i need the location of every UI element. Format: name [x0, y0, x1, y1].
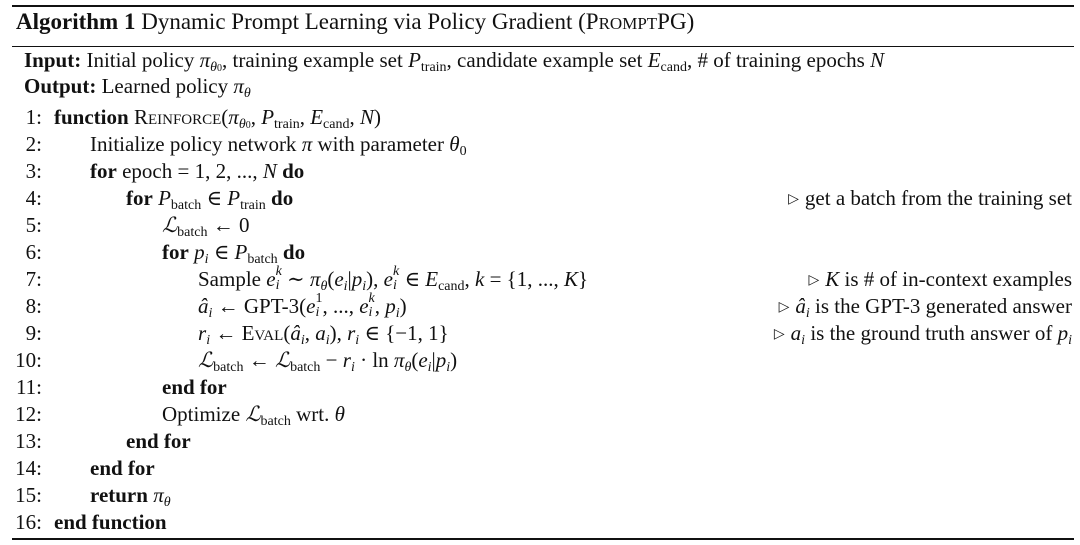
line-content: end for — [90, 456, 155, 480]
output-text: Learned policy — [101, 74, 229, 98]
line-comment: ▷ $a_i$ is the ground truth answer of $p_i$ — [773, 321, 1072, 348]
output-label: Output: — [24, 74, 97, 98]
line-number: 16: — [15, 510, 42, 534]
input-epochs: # of training epochs — [697, 48, 865, 72]
line-content: end for — [162, 375, 227, 399]
line-number: 11: — [15, 375, 42, 399]
input-candidate-set: candidate example set — [457, 48, 643, 72]
algo-line-7 — [0, 264, 1080, 294]
line-number: 5: — [25, 213, 42, 237]
line-content: for $p_i$ ∈ $P_{batch}$ do — [162, 240, 306, 267]
line-comment: ▷ $â_i$ is the GPT-3 generated answer — [778, 294, 1072, 321]
line-number: 8: — [25, 294, 42, 318]
algo-line-8 — [0, 291, 1080, 321]
line-content: $â_i$ ← GPT-3(e 1 i , ..., e k i , $p_i$) — [198, 291, 407, 321]
line-content: return $\pi_\theta$ — [90, 483, 171, 510]
method-name: PROMPTPG — [585, 9, 687, 34]
algo-line-1 — [0, 105, 1080, 131]
algorithm-label: Algorithm 1 — [16, 9, 136, 34]
line-content: end for — [126, 429, 191, 453]
input-initial-policy: Initial policy — [86, 48, 195, 72]
input-training-set: training example set — [232, 48, 403, 72]
algo-line-15 — [0, 483, 1080, 509]
line-content: Sample e k i ∼ $\pi_\theta(e_i|p_i)$, e k i ∈ $E_{cand}$, k = {1, ..., K} — [198, 264, 589, 294]
top-rule — [12, 5, 1074, 7]
algo-line-9 — [0, 321, 1080, 347]
bottom-rule — [12, 538, 1074, 540]
line-number: 13: — [15, 429, 42, 453]
line-number: 9: — [25, 321, 42, 345]
line-content: for $P_{batch}$ ∈ $P_{train}$ do — [126, 186, 294, 213]
line-content: Optimize ℒ$_{batch}$ wrt. θ — [162, 402, 345, 429]
algo-line-2 — [0, 132, 1080, 158]
line-comment: ▷ K is # of in-context examples — [808, 267, 1072, 291]
line-content: for epoch = 1, 2, ..., N do — [90, 159, 305, 183]
algo-line-14 — [0, 456, 1080, 482]
algorithm-title: Algorithm 1 Dynamic Prompt Learning via Policy Gradient (PROMPTPG) — [16, 9, 695, 34]
algorithm-name: Dynamic Prompt Learning via Policy Gradient — [141, 9, 573, 34]
input-label: Input: — [24, 48, 82, 72]
comment-triangle-icon: ▷ — [788, 192, 799, 207]
line-content: $r_i$ ← $EVAL(â_i$, $a_i$), $r_i$ ∈ {−1, 1} — [198, 321, 449, 348]
line-content: function $REINFORCE(\pi_{\theta 0}$, $P_{train}$, $E_{cand}$, N) — [54, 105, 381, 132]
title-rule — [12, 46, 1074, 47]
line-number: 10: — [15, 348, 42, 372]
algo-line-13 — [0, 429, 1080, 455]
algo-line-16 — [0, 510, 1080, 536]
line-number: 14: — [15, 456, 42, 480]
line-number: 2: — [25, 132, 42, 156]
algo-line-12 — [0, 402, 1080, 428]
line-content: Initialize policy network π with parameter $\theta_0$ — [90, 132, 467, 159]
comment-triangle-icon: ▷ — [773, 327, 785, 342]
line-content: ℒ$_{batch}$ ← ℒ$_{batch}$ − $r_i \cdot \ln \pi_\theta(e_i|p_i)$ — [198, 348, 458, 375]
algo-line-6 — [0, 240, 1080, 266]
line-number: 4: — [25, 186, 42, 210]
line-number: 1: — [25, 105, 42, 129]
line-number: 7: — [25, 267, 42, 291]
line-comment: ▷ get a batch from the training set — [788, 186, 1072, 210]
algo-line-10 — [0, 348, 1080, 374]
line-number: 15: — [15, 483, 42, 507]
comment-triangle-icon: ▷ — [778, 300, 790, 315]
algo-line-5 — [0, 213, 1080, 239]
comment-triangle-icon: ▷ — [808, 273, 820, 288]
input-line: Input: Initial policy $\pi_{\theta 0}$, training example set $P_{train}$, candidate example set $E_{cand}$, # of training epochs N — [24, 48, 885, 75]
algo-line-3 — [0, 159, 1080, 185]
line-content: end function — [54, 510, 167, 534]
algo-line-4 — [0, 186, 1080, 212]
line-number: 12: — [15, 402, 42, 426]
line-content: ℒ$_{batch}$ ← 0 — [162, 213, 250, 240]
line-number: 3: — [25, 159, 42, 183]
algo-line-11 — [0, 375, 1080, 401]
line-number: 6: — [25, 240, 42, 264]
output-line: Output: Learned policy $\pi_\theta$ — [24, 74, 251, 101]
